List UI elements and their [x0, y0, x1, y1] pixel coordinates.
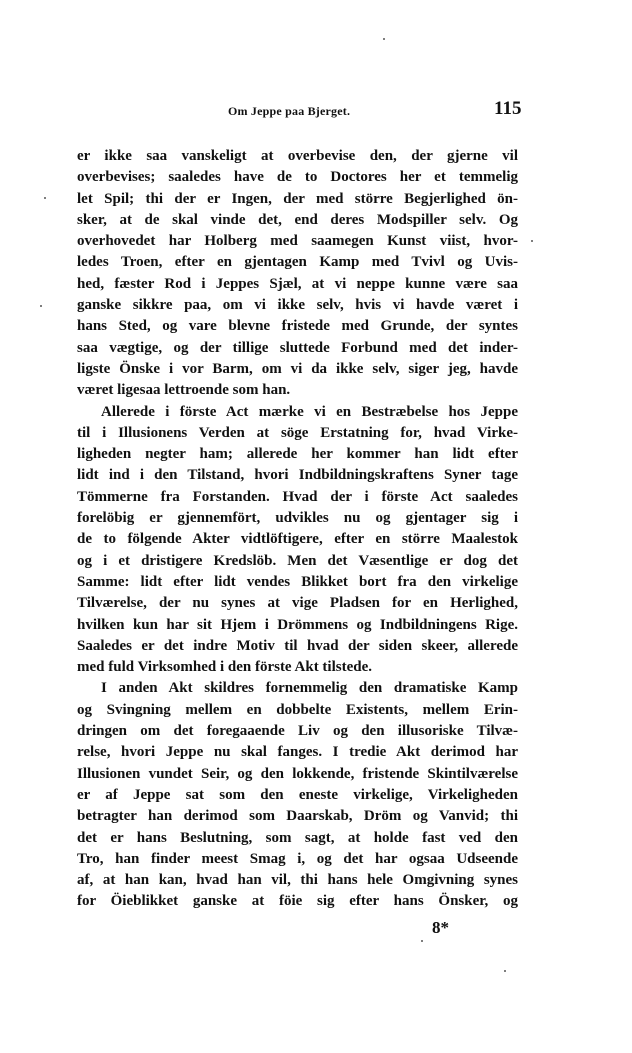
text-line: hed, fæster Rod i Jeppes Sjæl, at vi neppe kunne være saa	[77, 275, 518, 292]
text-line: Tömmerne fra Forstanden. Hvad der i förste Act saaledes	[77, 488, 518, 505]
text-line: ganske sikkre paa, om vi ikke selv, hvis vi havde været i	[77, 297, 518, 314]
text-line: saa vægtige, og der tillige sluttede Forbund med det inder-	[77, 339, 518, 356]
text-line: af, at han kan, hvad han vil, thi hans hele Omgivning synes	[77, 872, 518, 889]
running-title: Om Jeppe paa Bjerget.	[228, 104, 351, 118]
text-line: er ikke saa vanskeligt at overbevise den, der gjerne vil	[77, 148, 518, 164]
text-line: ligste Önske i vor Barm, om vi da ikke selv, siger jeg, havde	[77, 360, 518, 377]
text-line: betragter han derimod som Daarskab, Dröm og Vanvid; thi	[77, 808, 518, 825]
text-line: forelöbig er gjennemfört, udvikles nu og gjentager sig i	[77, 510, 518, 527]
paragraph-end-line: været ligesaa lettroende som han.	[77, 382, 291, 399]
signature-mark: 8*	[432, 918, 449, 937]
text-line: hans Sted, og vare blevne fristede med Grunde, der syntes	[77, 318, 518, 335]
text-line: det er hans Beslutning, som sagt, at holde fast ved den	[77, 829, 518, 846]
text-line: sker, at de skal vinde det, end deres Modspiller selv. Og	[77, 211, 518, 228]
paragraph-start-line: I anden Akt skildres fornemmelig den dramatiske Kamp	[101, 680, 518, 697]
text-line: relse, hvori Jeppe nu skal fanges. I tredie Akt derimod har	[77, 744, 518, 761]
scan-speck	[40, 305, 42, 307]
body-text	[77, 146, 518, 913]
text-line: og Svingning mellem en dobbelte Existents, mellem Erin-	[77, 701, 518, 718]
text-line: og i et dristigere Kredslöb. Men det Væsentlige er dog det	[77, 552, 518, 569]
text-line: dringen om det foregaaende Liv og den illusoriske Tilvæ-	[77, 723, 518, 740]
text-line: overbevises; saaledes have de to Doctores her et temmelig	[77, 169, 518, 186]
scan-speck	[383, 38, 385, 40]
text-line: de to fölgende Akter vidtlöftigere, efter en större Maalestok	[77, 531, 518, 548]
paragraph-start-line: Allerede i förste Act mærke vi en Bestræbelse hos Jeppe	[101, 403, 518, 420]
text-line: lidt ind i den Tilstand, hvori Indbildningskraftens Syner tage	[77, 467, 518, 484]
text-line: Samme: lidt efter lidt vendes Blikket bort fra den virkelige	[77, 573, 518, 590]
scan-speck	[504, 970, 506, 972]
paragraph-end-line: med fuld Virksomhed i den förste Akt tilstede.	[77, 659, 373, 676]
text-line: overhovedet har Holberg med saamegen Kunst viist, hvor-	[77, 233, 518, 250]
text-line: ligheden negter ham; allerede her kommer han lidt efter	[77, 446, 518, 463]
text-line: er af Jeppe sat som den eneste virkelige, Virkeligheden	[77, 786, 518, 803]
text-line: Tilværelse, der nu synes at vige Pladsen for en Herlighed,	[77, 595, 518, 612]
text-line: for Öieblikket ganske at föie sig efter hans Önsker, og	[77, 893, 518, 910]
page-number: 115	[494, 98, 522, 119]
scan-speck	[421, 940, 423, 942]
text-line: Tro, han finder meest Smag i, og det har ogsaa Udseende	[77, 850, 518, 867]
text-line: hvilken kun har sit Hjem i Drömmens og Indbildningens Rige.	[77, 616, 518, 633]
text-line: ledes Troen, efter en gjentagen Kamp med Tvivl og Uvis-	[77, 254, 518, 271]
scan-speck	[531, 240, 533, 242]
scan-speck	[44, 197, 46, 199]
text-line: let Spil; thi der er Ingen, der med större Begjerlighed ön-	[77, 190, 518, 207]
text-line: Illusionen vundet Seir, og den lokkende, fristende Skintilværelse	[77, 765, 518, 782]
text-line: Saaledes er det indre Motiv til hvad der siden skeer, allerede	[77, 637, 518, 654]
text-line: til i Illusionens Verden at söge Erstatning for, hvad Virke-	[77, 424, 518, 441]
